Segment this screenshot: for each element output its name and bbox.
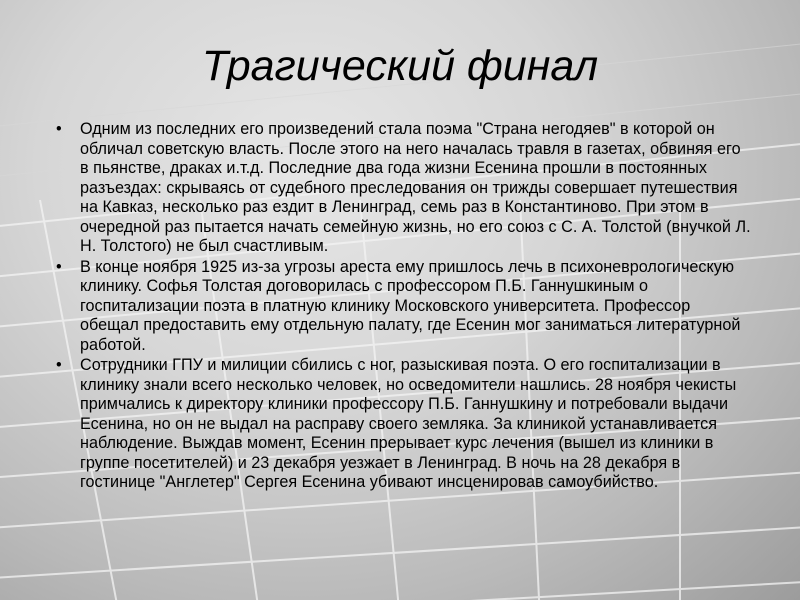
slide-content <box>52 120 752 494</box>
bullet-item: • Сотрудники ГПУ и милиции сбились с ног, разыскивая поэта. О его госпитализации в клинику знали всего несколько человек, но осведомители нашлись. 28 ноября чекисты примчались к директору клиники профессору П.Б. Ганнушкину и потребовали выдачи Есенина, но он не выдал на расправу своего земляка. За клиникой устанавливается наблюдение. Выждав момент, Есенин прерывает курс лечения (вышел из клиники в группе посетителей) и 23 декабря уезжает в Ленинград. В ночь на 28 декабря в гостинице "Англетер" Сергея Есенина убивают инсценировав самоубийство. <box>52 356 752 493</box>
bullet-item: • Одним из последних его произведений стала поэма "Страна негодяев" в которой он обличал советскую власть. После этого на него началась травля в газетах, обвиняя его в пьянстве, драках и.т.д. Последние два года жизни Есенина прошли в постоянных разъездах: скрываясь от судебного преследования он трижды совершает путешествия на Кавказ, несколько раз ездит в Ленинград, семь раз в Константиново. При этом в очередной раз пытается начать семейную жизнь, но его союз с С. А. Толстой (внучкой Л. Н. Толстого) не был счастливым. <box>52 120 752 257</box>
slide-title: Трагический финал <box>201 42 599 90</box>
bullet-item: • В конце ноября 1925 из-за угрозы ареста ему пришлось лечь в психоневрологическую клинику. Софья Толстая договорилась с профессором П.Б. Ганнушкиным о госпитализации поэта в платную клинику Московского университета. Профессор обещал предоставить ему отдельную палату, где Есенин мог заниматься литературной работой. <box>52 258 752 356</box>
